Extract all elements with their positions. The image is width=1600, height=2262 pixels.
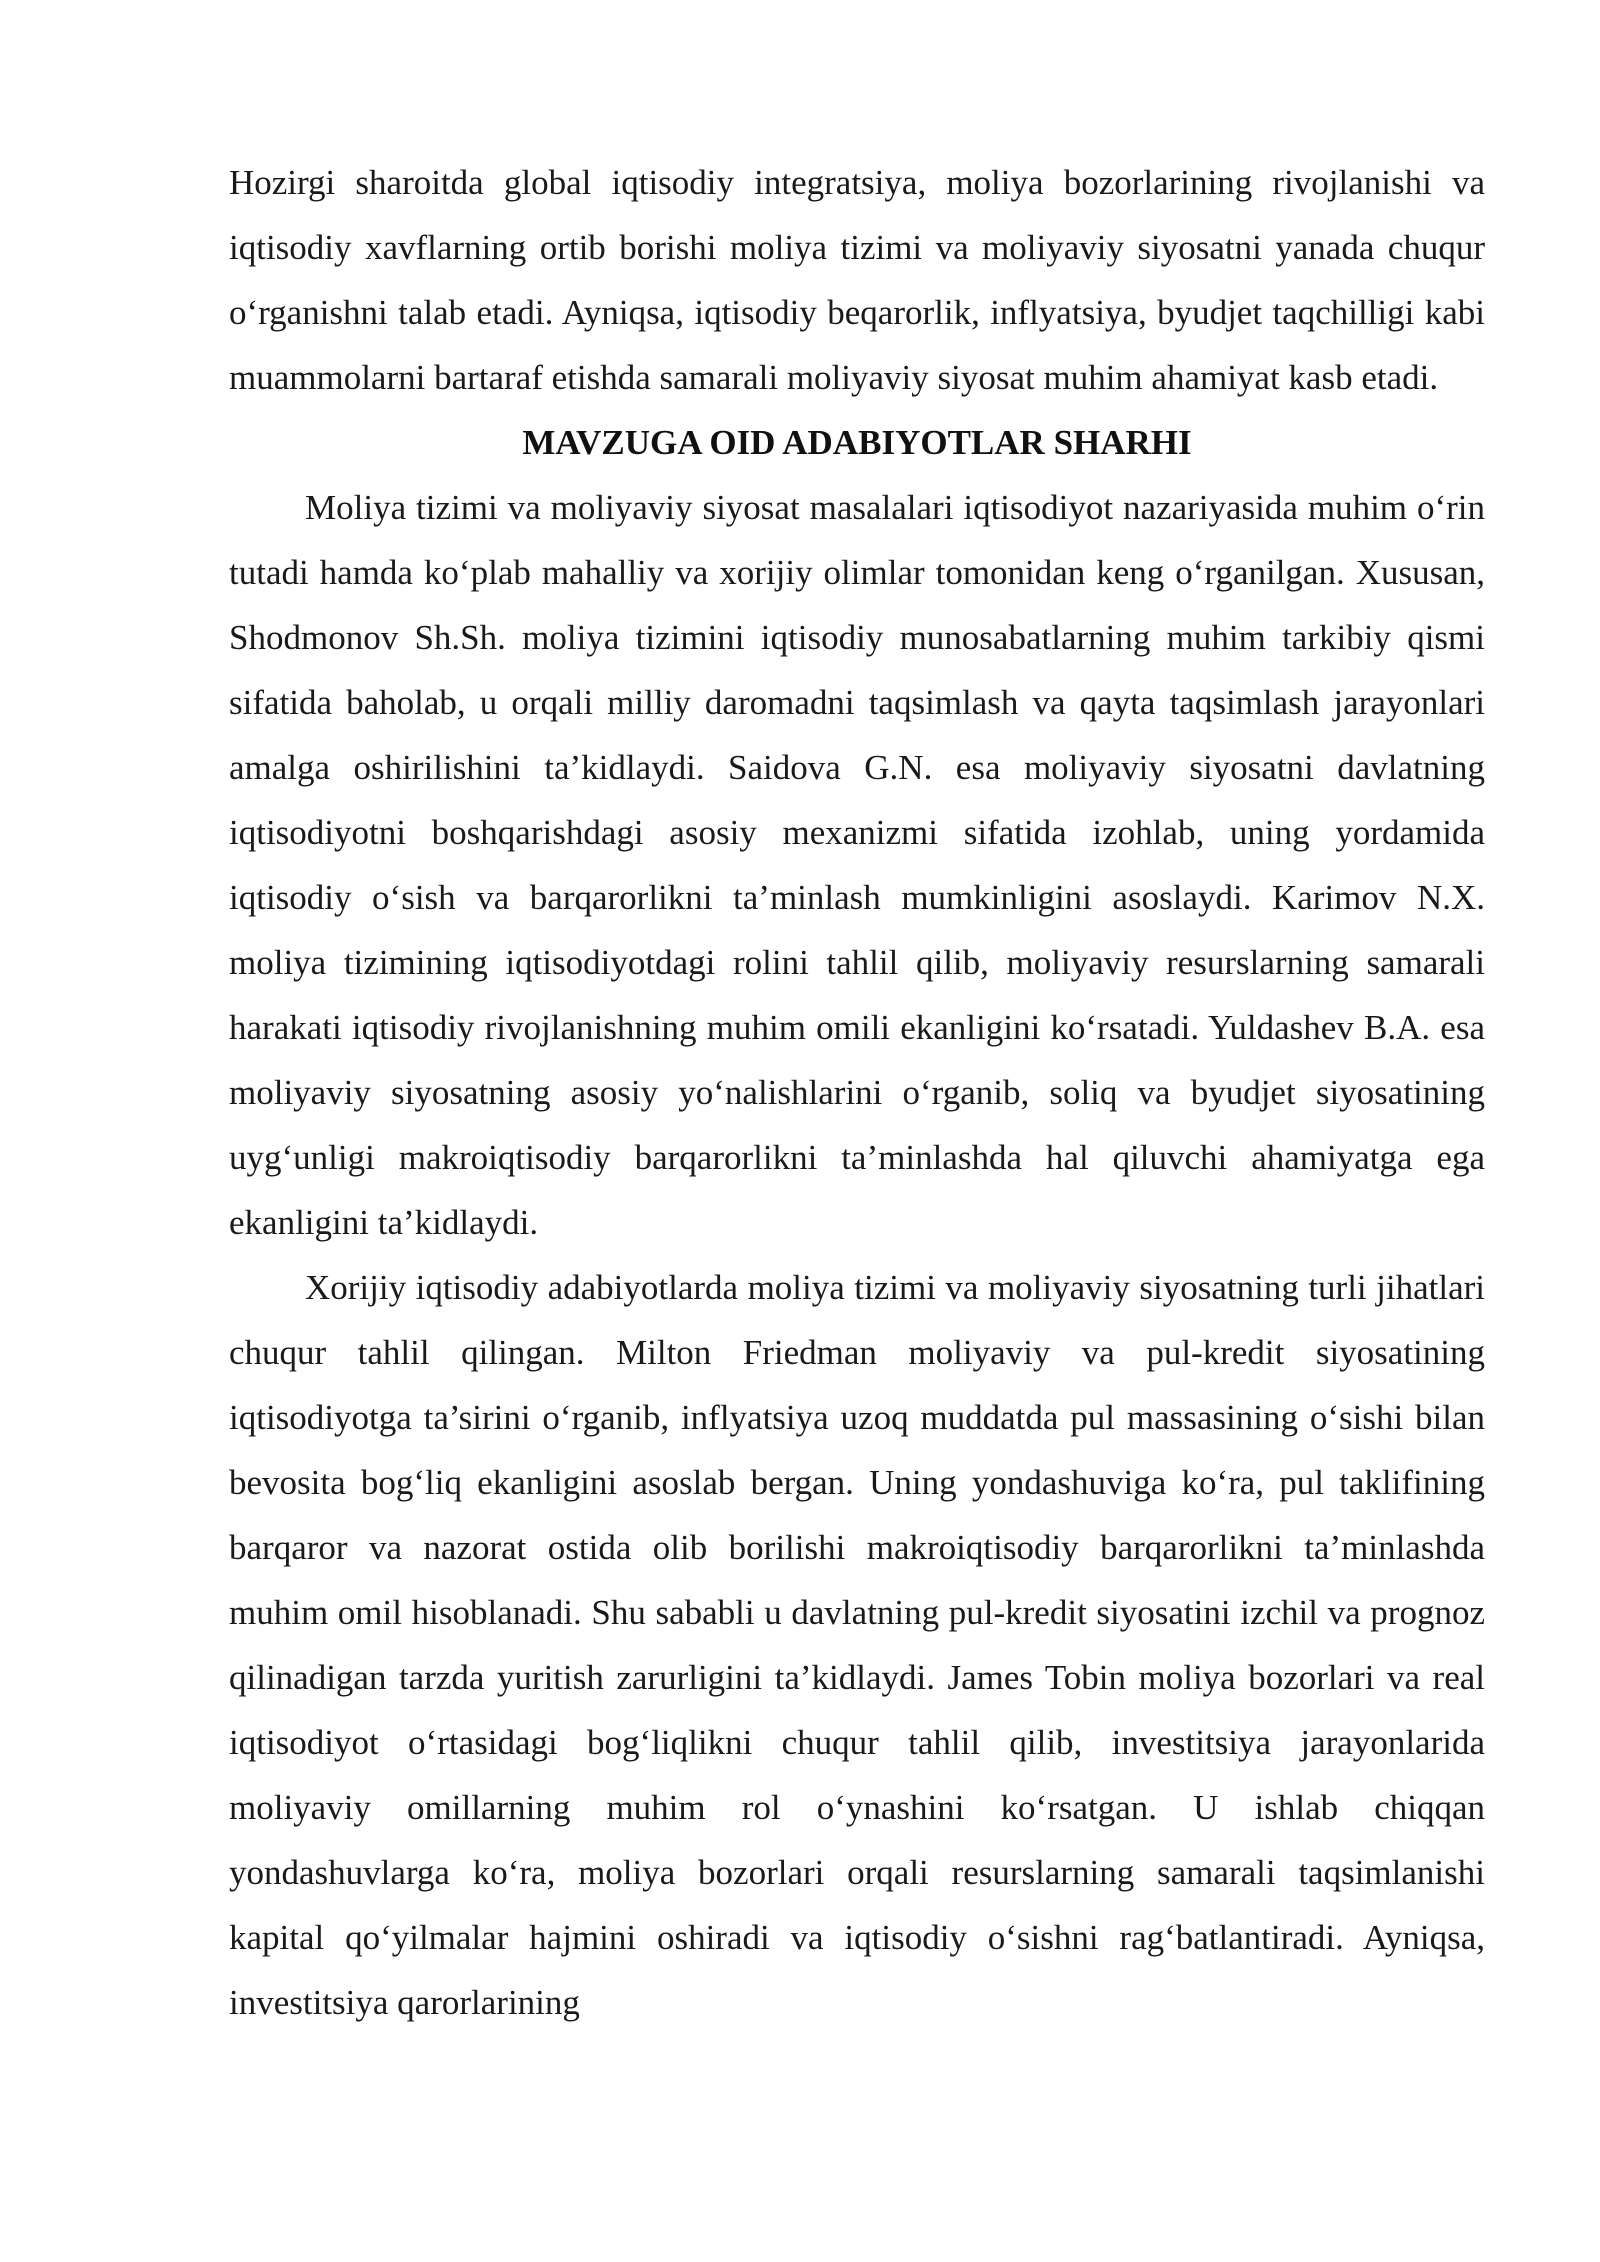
literature-review-paragraph-1: Moliya tizimi va moliyaviy siyosat masalalari iqtisodiyot nazariyasida muhim o‘rin tutadi hamda ko‘plab mahalliy va xorijiy olimlar tomonidan keng o‘rganilgan. Xususan, Shodmonov Sh.Sh. moliya tizimini iqtisodiy munosabatlarning muhim tarkibiy qismi sifatida baholab, u orqali milliy daromadni taqsimlash va qayta taqsimlash jarayonlari amalga oshirilishini ta’kidlaydi. Saidova G.N. esa moliyaviy siyosatni davlatning iqtisodiyotni boshqarishdagi asosiy mexanizmi sifatida izohlab, uning yordamida iqtisodiy o‘sish va barqarorlikni ta’minlash mumkinligini asoslaydi. Karimov N.X. moliya tizimining iqtisodiyotdagi rolini tahlil qilib, moliyaviy resurslarning samarali harakati iqtisodiy rivojlanishning muhim omili ekanligini ko‘rsatadi. Yuldashev B.A. esa moliyaviy siyosatning asosiy yo‘nalishlarini o‘rganib, soliq va byudjet siyosatining uyg‘unligi makroiqtisodiy barqarorlikni ta’minlashda hal qiluvchi ahamiyatga ega ekanligini ta’kidlaydi.: [229, 488, 1485, 1242]
literature-review-paragraph-2: Xorijiy iqtisodiy adabiyotlarda moliya tizimi va moliyaviy siyosatning turli jihatlari chuqur tahlil qilingan. Milton Friedman moliyaviy va pul-kredit siyosatining iqtisodiyotga ta’sirini o‘rganib, inflyatsiya uzoq muddatda pul massasining o‘sishi bilan bevosita bog‘liq ekanligini asoslab bergan. Uning yondashuviga ko‘ra, pul taklifining barqaror va nazorat ostida olib borilishi makroiqtisodiy barqarorlikni ta’minlashda muhim omil hisoblanadi. Shu sababli u davlatning pul-kredit siyosatini izchil va prognoz qilinadigan tarzda yuritish zarurligini ta’kidlaydi. James Tobin moliya bozorlari va real iqtisodiyot o‘rtasidagi bog‘liqlikni chuqur tahlil qilib, investitsiya jarayonlarida moliyaviy omillarning muhim rol o‘ynashini ko‘rsatgan. U ishlab chiqqan yondashuvlarga ko‘ra, moliya bozorlari orqali resurslarning samarali taqsimlanishi kapital qo‘yilmalar hajmini oshiradi va iqtisodiy o‘sishni rag‘batlantiradi. Ayniqsa, investitsiya qarorlarining: [229, 1268, 1485, 2022]
intro-paragraph: Hozirgi sharoitda global iqtisodiy integratsiya, moliya bozorlarining rivojlanishi va iqtisodiy xavflarning ortib borishi moliya tizimi va moliyaviy siyosatni yanada chuqur o‘rganishni talab etadi. Ayniqsa, iqtisodiy beqarorlik, inflyatsiya, byudjet taqchilligi kabi muammolarni bartaraf etishda samarali moliyaviy siyosat muhim ahamiyat kasb etadi.: [229, 163, 1485, 397]
document-page: [229, 150, 1485, 2035]
section-heading: MAVZUGA OID ADABIYOTLAR SHARHI: [522, 423, 1192, 462]
